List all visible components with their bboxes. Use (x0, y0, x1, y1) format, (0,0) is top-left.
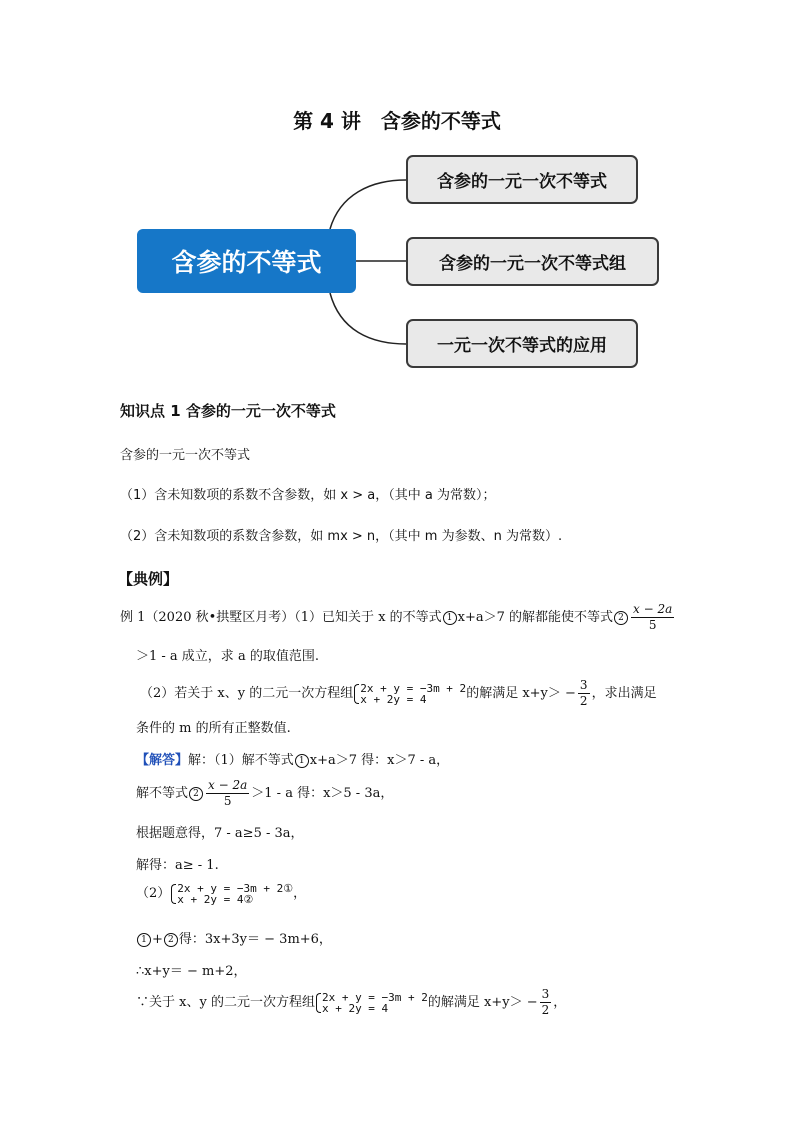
example-line-1: 例 1（2020 秋•拱墅区月考）（1）已知关于 x 的不等式 1 x+a＞7 的解都能使不等式 2 $\frac{x - 2a}{5}$ (120, 602, 673, 632)
circled-2-icon: 2 (614, 611, 628, 625)
example-line-2: ＞1 - a 成立，求 a 的取值范围. (136, 649, 319, 664)
fraction: $\frac{x - 2a}{5}$ (633, 602, 673, 632)
mindmap-branch-3: 一元一次不等式的应用 (406, 319, 638, 368)
mindmap-connectors (0, 0, 794, 400)
mindmap-root: 含参的不等式 (137, 229, 356, 293)
answer-line-7: ∴x+y＝ − m+2， (136, 964, 247, 979)
answer-line-2: 解不等式 2 $\frac{x - 2a}{5}$ ＞1 - a 得：x＞5 - 3a， (136, 778, 394, 808)
mindmap-branch-2: 含参的一元一次不等式组 (406, 237, 659, 286)
section-intro: 含参的一元一次不等式 (120, 448, 251, 463)
mindmap-branch-1: 含参的一元一次不等式 (406, 155, 638, 204)
fraction: $\frac{3}{2}$ (541, 987, 550, 1017)
equation-system: 2x + y = −3m + 2 x + 2y = 4 (315, 992, 428, 1014)
fraction: $\frac{3}{2}$ (579, 678, 588, 708)
equation-system: 2x + y = −3m + 2① x + 2y = 4② (170, 883, 293, 905)
example-tag: 【典例】 (118, 570, 179, 588)
page-title: 第 4 讲 含参的不等式 (293, 109, 501, 133)
circled-2-icon: 2 (164, 933, 178, 947)
fraction: $\frac{x - 2a}{5}$ (208, 778, 248, 808)
section-item-1: （1）含未知数项的系数不含参数，如 x > a，（其中 a 为常数）； (120, 488, 496, 503)
answer-line-4: 解得：a≥ - 1. (136, 858, 219, 873)
equation-system: 2x + y = −3m + 2 x + 2y = 4 (353, 683, 466, 705)
answer-label: 【解答】 (136, 753, 189, 768)
answer-line-8: ∵关于 x、y 的二元一次方程组 2x + y = −3m + 2 x + 2y = 4 的解满足 x+y＞ − $\frac{3}{2}$ ， (136, 987, 567, 1017)
example-line-4: 条件的 m 的所有正整数值. (136, 721, 291, 736)
answer-line-5: （2） 2x + y = −3m + 2① x + 2y = 4② ， (136, 881, 307, 906)
section-item-2: （2）含未知数项的系数含参数，如 mx > n，（其中 m 为参数、n 为常数）. (120, 529, 563, 544)
circled-1-icon: 1 (137, 933, 151, 947)
circled-1-icon: 1 (443, 611, 457, 625)
answer-line-3: 根据题意得，7 - a≥5 - 3a， (136, 826, 304, 841)
circled-2-icon: 2 (189, 787, 203, 801)
example-line-3: （2）若关于 x、y 的二元一次方程组 2x + y = −3m + 2 x + 2y = 4 的解满足 x+y＞ − $\frac{3}{2}$ ，求出满足 (140, 678, 657, 708)
answer-line-6: 1 + 2 得：3x+3y＝ − 3m+6， (136, 928, 332, 947)
circled-1-icon: 1 (295, 754, 309, 768)
section-heading: 知识点 1 含参的一元一次不等式 (120, 402, 336, 420)
answer-line-1: 【解答】解：（1）解不等式 1 x+a＞7 得：x＞7 - a， (136, 753, 450, 768)
